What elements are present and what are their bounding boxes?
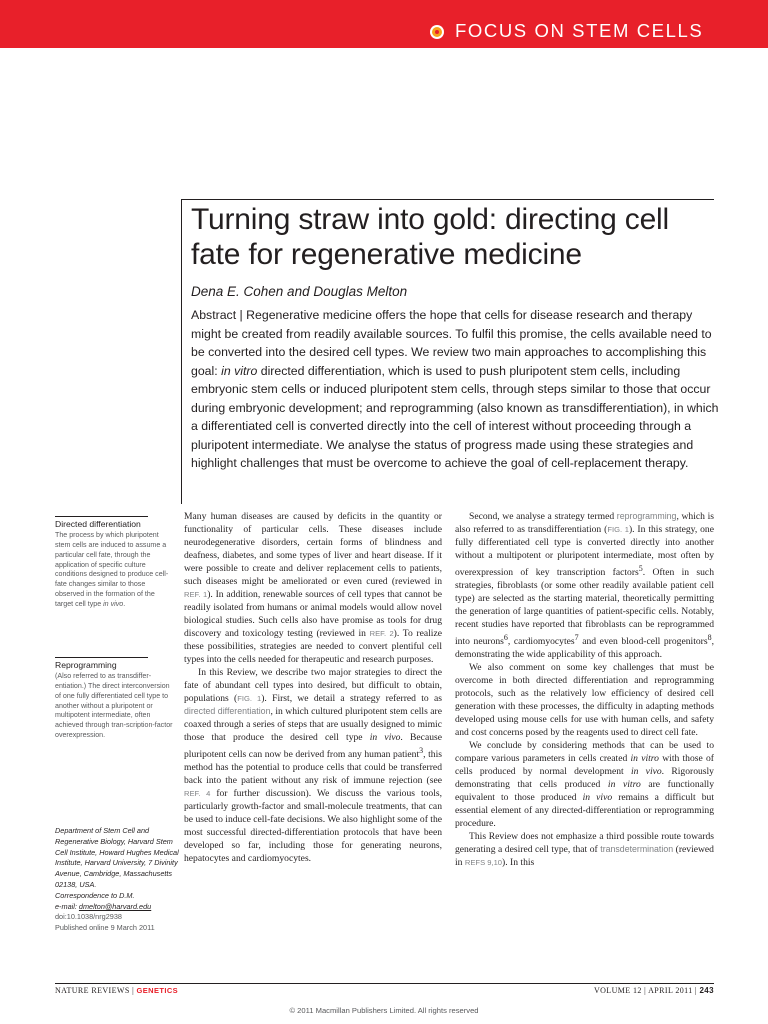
glossary-entry — [55, 516, 173, 610]
ref-link[interactable]: REF. 1 — [184, 590, 208, 599]
glossary-entry — [55, 657, 173, 741]
glossary-definition: (Also referred to as transdiffer-entiation.) The direct interconversion of one fully differentiated cell type to another without a pluripotent or multipotent intermediate, often achieved through tran-scription-factor overexpression. — [55, 672, 173, 740]
section-banner — [0, 0, 768, 48]
glossary-link[interactable]: directed differentiation — [184, 706, 271, 716]
citation[interactable]: 3 — [419, 746, 424, 755]
footer-journal: NATURE REVIEWS | GENETICS — [55, 986, 179, 995]
body-column-left — [184, 510, 442, 865]
article-title: Turning straw into gold: directing cell fate for regenerative medicine — [191, 203, 669, 271]
body-paragraph: We also comment on some key challenges that must be overcome in both directed differentiation and reprogramming protocols, such as the relatively low efficiency of desired cell generation with these processes, the difficulty in adapting methods developed using mouse cells for use with human cells, and safety and cost concerns posed by the reagents used to direct cell fate. — [455, 662, 714, 739]
footer-volume: VOLUME 12 | APRIL 2011 | 243 — [593, 986, 714, 995]
abstract-italic: in vitro — [221, 363, 258, 378]
author-affiliation — [55, 826, 180, 934]
email-line: e-mail: dmelton@harvard.edu — [55, 901, 152, 911]
glossary-link[interactable]: reprogramming — [616, 511, 677, 521]
correspondence: Correspondence to D.M. — [55, 890, 135, 900]
body-paragraph: Many human diseases are caused by deficits in the quantity or functionality of particular cells. These diseases include neurodegenerative disorders, certain forms of blindness and deafness, diabetes, and some types of liver and heart disease. If it were possible to create and deliver replacement cells to patients, such diseases might be ameliorated or even cured (reviewed in REF. 1). In addition, renewable sources of cell types that cannot be readily isolated from humans or animal models would allow novel biological studies. Such cells also have promise as tools for drug discovery and toxicology testing (reviewed in REF. 2). To realize these possibilities, strategies are needed to convert plentiful cell types into the cells needed for therapeutic and research purposes. — [184, 511, 442, 665]
body-paragraph: This Review does not emphasize a third possible route towards generating a desired cell type, that of transdetermination (reviewed in REFS 9,10). In this — [455, 831, 714, 869]
target-icon — [430, 25, 444, 39]
figure-link[interactable]: FIG. 1 — [237, 694, 262, 703]
abstract-text: Regenerative medicine offers the hope that cells for disease research and therapy might be created from readily available sources. To fulfil this promise, the cells available need to be converted into the desired cell types. We review two main approaches to accomplishing this goal: — [191, 308, 712, 378]
citation[interactable]: 6 — [503, 633, 508, 643]
glossary-definition: The process by which pluripotent stem cells are induced to assume a particular cell fate, through the application of specific culture conditions designed to produce cell-fate changes similar to those observed in the formation of the target cell type in vivo. — [55, 531, 169, 608]
glossary-link[interactable]: transdetermination — [600, 844, 674, 855]
copyright: © 2011 Macmillan Publishers Limited. All rights reserved — [289, 1006, 479, 1015]
citation[interactable]: 7 — [574, 633, 579, 643]
abstract-text: directed differentiation, which is used to push pluripotent stem cells, including embryonic stem cells or induced pluripotent stem cells, through steps similar to those that occur during embryonic development; and reprogramming (also known as transdifferentiation), in which a differentiated cell is converted directly into the cell of interest without proceeding through a pluripotent intermediate. We analyse the status of progress made using these strategies and highlight challenges that must be overcome to achieve the goal of cell-replacement therapy. — [191, 363, 719, 470]
footer-rule — [55, 983, 714, 984]
section-banner-label: FOCUS ON STEM CELLS — [455, 20, 704, 41]
abstract-label: Abstract | — [191, 308, 247, 322]
title-rule-horizontal — [181, 199, 714, 200]
ref-link[interactable]: REF. 2 — [369, 629, 394, 638]
glossary-term: Directed differentiation — [55, 519, 141, 529]
body-paragraph: Second, we analyse a strategy termed reprogramming, which is also referred to as transdifferentiation (FIG. 1). In this strategy, one fully differentiated cell type is converted directly into another without a multipotent or pluripotent intermediate, most often by overexpression of key transcription factors$^5$. Often in such strategies, fibroblasts (or some other readily available patient cell type) are selected as the starting material, theoretically permitting the generation of large quantities of patient-specific cells. Notably, recent studies have reported that fibroblasts can be reprogrammed into neurons$^6$, cardiomyocytes$^7$ and even blood-cell progenitors$^8$, demonstrating the wide applicability of this approach. — [455, 511, 715, 661]
body-column-right — [455, 510, 714, 869]
doi: doi:10.1038/nrg2938 — [55, 912, 122, 922]
glossary-rule — [55, 516, 148, 517]
page-number: 243 — [699, 986, 714, 995]
citation[interactable]: 8 — [707, 633, 712, 643]
title-rule-vertical — [181, 199, 182, 504]
glossary-rule — [55, 657, 148, 658]
body-paragraph: We conclude by considering methods that can be used to compare various parameters in cells created in vitro with those of cells produced by normal development in vivo. Rigorously demonstrating that cells produced in vitro are functionally equivalent to those produced in vivo remains a difficult but essential element of any directed-differentiation or reprogramming procedure. — [455, 740, 715, 830]
figure-link[interactable]: FIG. 1 — [607, 525, 629, 534]
published-date: Published online 9 March 2011 — [55, 923, 155, 933]
ref-link[interactable]: REF. 4 — [184, 789, 211, 799]
affiliation-text: Department of Stem Cell and Regenerative Biology, Harvard Stem Cell Institute, Howard Hughes Medical Institute, Harvard University, 7 Divinity Avenue, Cambridge, Massachusetts 02138, USA. — [55, 826, 179, 889]
footer-section: GENETICS — [136, 986, 179, 995]
body-paragraph: In this Review, we describe two major strategies to direct the fate of abundant cell types into desired, but difficult to obtain, populations (FIG. 1). First, we detail a strategy referred to as directed differentiation, in which cultured pluripotent stem cells are coaxed through a series of steps that are usually designed to mimic those that produce the desired cell type in vivo. Because pluripotent cells can now be derived from any human patient$^3$, this method has the potential to produce cells that could be transferred back into the patient without any risk of immune rejection (see REF. 4 for further discussion). We discuss the various tools, particularly growth-factor and small-molecule treatments, that can be used to induce cell-fate decisions. We also highlight some of the most successful directed-differentiation protocols that have been developed so far, including those for generating neurons, hepatocytes and cardiomyocytes. — [184, 667, 443, 865]
email-link[interactable]: dmelton@harvard.edu — [78, 901, 152, 911]
article-authors: Dena E. Cohen and Douglas Melton — [191, 284, 408, 299]
abstract — [191, 306, 719, 473]
citation[interactable]: 5 — [638, 564, 643, 573]
glossary-term: Reprogramming — [55, 660, 117, 670]
ref-link[interactable]: REFS 9,10 — [464, 858, 503, 868]
